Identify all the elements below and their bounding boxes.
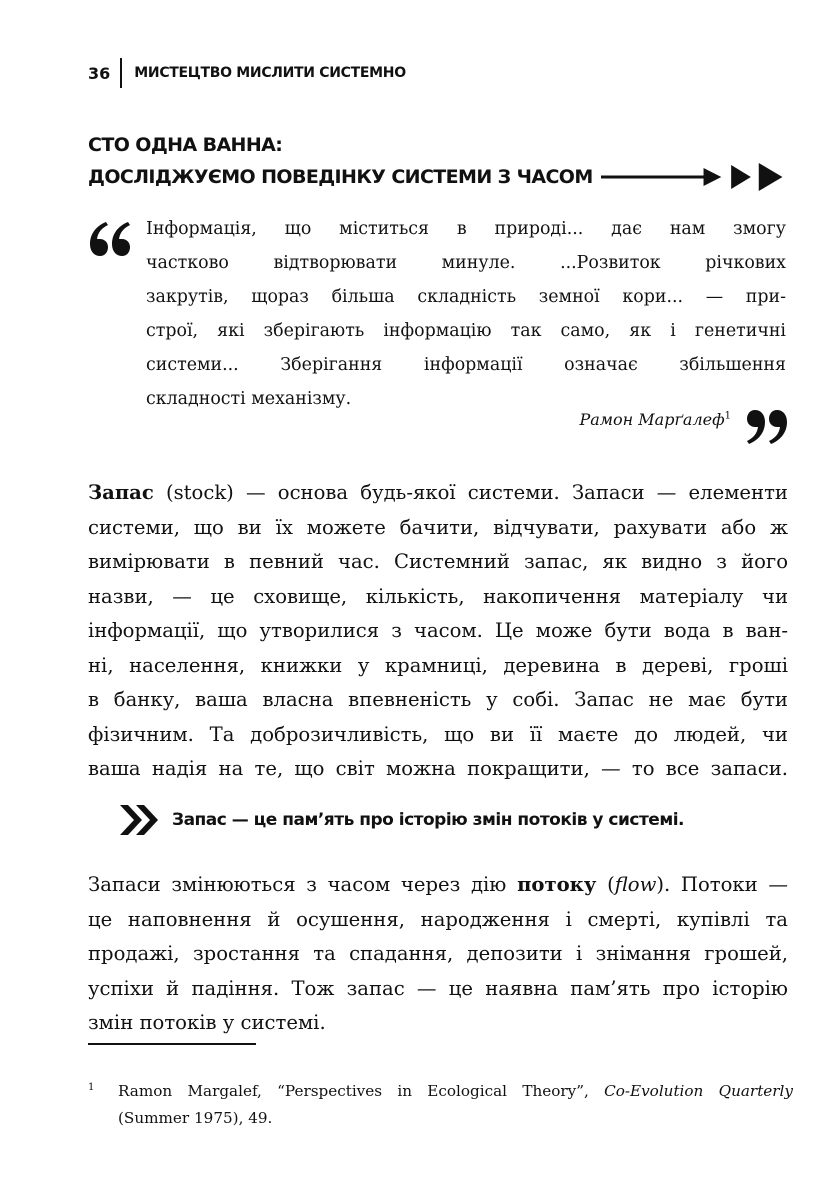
footnote-reference: 1: [724, 410, 731, 422]
close-quote-icon: [747, 408, 789, 446]
body-paragraph-flow: [88, 868, 788, 1041]
epigraph-line: системи... Зберігання інформації означає збільшення: [146, 355, 786, 375]
running-header: [88, 58, 406, 88]
paragraph-line: в банку, ваша власна впевненість у собі. Запас не має бути: [88, 688, 788, 711]
double-chevron-icon: [120, 803, 160, 837]
paragraph-line-end: ). Потоки —: [656, 873, 789, 896]
term-stock: Запас: [88, 481, 154, 504]
page-number: 36: [88, 63, 111, 83]
key-idea-callout: [120, 800, 790, 840]
callout-text: Запас — це пам’ять про історію змін потоків у системі.: [172, 810, 685, 830]
epigraph-line: складності механізму.: [146, 389, 352, 409]
paren-open: (: [596, 873, 615, 896]
epigraph: [88, 212, 793, 452]
paragraph-line: ні, населення, книжки у крамниці, деревина в дереві, гроші: [88, 653, 788, 677]
paragraph-line: це наповнення й осушення, народження і смерті, купівлі та: [88, 907, 788, 931]
term-flow-english: flow: [614, 873, 657, 896]
footnote-marker: 1: [88, 1082, 95, 1093]
paragraph-line-rest: (stock) — основа будь-якої системи. Запаси — елементи: [153, 481, 788, 504]
paragraph-line: фізичним. Та доброзичливість, що ви її маєте до людей, чи: [88, 722, 788, 746]
footnote-line: [118, 1078, 793, 1105]
footnote-line: (Summer 1975), 49.: [118, 1109, 273, 1127]
epigraph-text: [146, 212, 786, 416]
header-divider: [120, 58, 122, 88]
paragraph-line: [88, 868, 788, 903]
paragraph-line: вимірювати в певний час. Системний запас, як видно з його: [88, 550, 788, 573]
epigraph-attribution: [579, 410, 731, 429]
epigraph-author: Рамон Марґалеф: [579, 410, 725, 429]
paragraph-line-start: Запаси змінюються з часом через дію: [88, 873, 518, 896]
footnote-citation: Ramon Margalef, “Perspectives in Ecological Theory”,: [118, 1082, 605, 1100]
running-title: МИСТЕЦТВО МИСЛИТИ СИСТЕМНО: [134, 65, 406, 81]
paragraph-line: змін потоків у системі.: [88, 1011, 326, 1034]
footnote-divider: [88, 1043, 256, 1045]
body-paragraph-stock: [88, 476, 788, 787]
paragraph-line: назви, — це сховище, кількість, накопичення матеріалу чи: [88, 584, 788, 608]
paragraph-line: [88, 476, 788, 511]
paragraph-line: успіхи й падіння. Тож запас — це наявна пам’ять про історію: [88, 976, 788, 1000]
paragraph-line: інформації, що утворилися з часом. Це може бути вода в ван-: [88, 619, 788, 642]
footnote-journal: Co-Evolution Quarterly: [604, 1082, 793, 1100]
paragraph-line: системи, що ви їх можете бачити, відчувати, рахувати або ж: [88, 515, 788, 539]
epigraph-line: частково відтворювати минуле. ...Розвиток річкових: [146, 253, 786, 273]
section-title-line1: СТО ОДНА ВАННА:: [88, 134, 283, 156]
section-title-line2: ДОСЛІДЖУЄМО ПОВЕДІНКУ СИСТЕМИ З ЧАСОМ: [88, 166, 593, 188]
epigraph-line: строї, які зберігають інформацію так само, як і генетичні: [146, 321, 786, 341]
epigraph-line: закрутів, щораз більша складність земної кори... — при-: [146, 287, 786, 307]
section-arrow-icon: [601, 160, 788, 194]
section-title: [88, 130, 788, 194]
paragraph-line: продажі, зростання та спадання, депозити і знімання грошей,: [88, 942, 788, 965]
open-quote-icon: [88, 220, 130, 258]
term-flow: потоку: [517, 873, 597, 896]
paragraph-line: ваша надія на те, що світ можна покращити, — то все запаси.: [88, 757, 788, 780]
footnote: [88, 1078, 793, 1132]
epigraph-line: Інформація, що міститься в природі... дає нам змогу: [146, 219, 786, 239]
